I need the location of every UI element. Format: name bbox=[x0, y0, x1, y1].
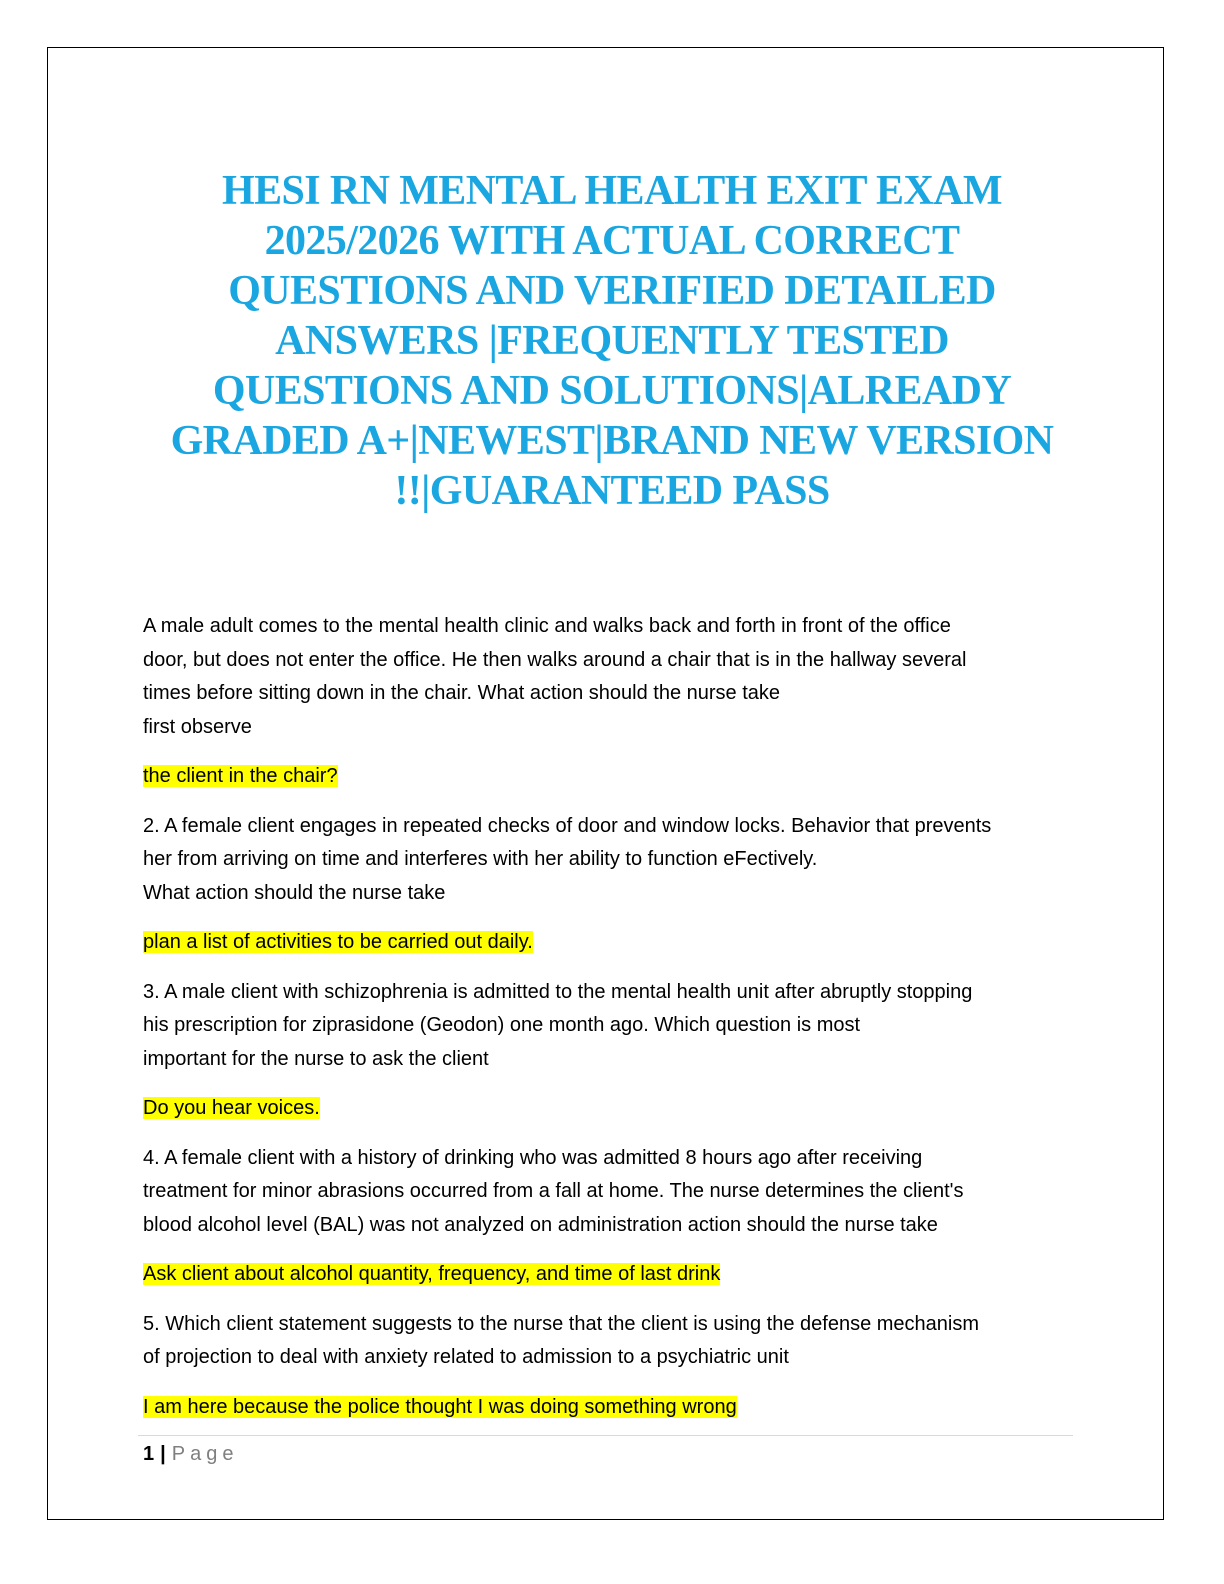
footer-separator: | bbox=[160, 1443, 166, 1465]
qa-item-2 bbox=[143, 810, 1078, 960]
question-text: 4. A female client with a history of drinking who was admitted 8 hours ago after receiving treatment for minor abrasions occurred from a fall at home. The nurse determines the client's blood alcohol level (BAL) was not analyzed on administration action should the nurse take bbox=[143, 1146, 964, 1236]
question-text: 3. A male client with schizophrenia is admitted to the mental health unit after abruptly stopping his prescription for ziprasidone (Geodon) one month ago. Which question is most important for the nurse to ask the client bbox=[143, 980, 973, 1070]
title-line: QUESTIONS AND SOLUTIONS|ALREADY bbox=[212, 368, 1012, 414]
answer-text bbox=[143, 760, 1078, 794]
document-title bbox=[120, 166, 1104, 516]
page-number: 1 bbox=[143, 1443, 155, 1465]
highlighted-answer: Do you hear voices. bbox=[143, 1097, 320, 1119]
title-line: HESI RN MENTAL HEALTH EXIT EXAM bbox=[222, 168, 1002, 214]
title-line: GRADED A+|NEWEST|BRAND NEW VERSION bbox=[170, 418, 1054, 464]
answer-text bbox=[143, 1258, 1078, 1292]
question-text: 5. Which client statement suggests to the nurse that the client is using the defense mechanism of projection to deal with anxiety related to admission to a psychiatric unit bbox=[143, 1312, 980, 1368]
title-line: !!|GUARANTEED PASS bbox=[394, 468, 830, 514]
highlighted-answer: plan a list of activities to be carried out daily. bbox=[143, 931, 533, 953]
qa-item-1 bbox=[143, 610, 1078, 794]
title-line: 2025/2026 WITH ACTUAL CORRECT bbox=[264, 218, 960, 264]
answer-text bbox=[143, 1092, 1078, 1126]
qa-item-4 bbox=[143, 1142, 1078, 1292]
title-line: QUESTIONS AND VERIFIED DETAILED bbox=[228, 268, 996, 314]
footer-divider bbox=[138, 1435, 1073, 1436]
highlighted-answer: Ask client about alcohol quantity, frequency, and time of last drink bbox=[143, 1263, 721, 1285]
highlighted-answer: the client in the chair? bbox=[143, 765, 338, 787]
question-list bbox=[143, 610, 1078, 1440]
qa-item-3 bbox=[143, 976, 1078, 1126]
highlighted-answer: I am here because the police thought I was doing something wrong bbox=[143, 1395, 737, 1418]
page-footer bbox=[143, 1440, 238, 1468]
title-line: ANSWERS |FREQUENTLY TESTED bbox=[275, 318, 949, 364]
question-text: 2. A female client engages in repeated checks of door and window locks. Behavior that prevents her from arriving on time and interferes with her ability to function eFectively. What action should the nurse take bbox=[143, 814, 992, 904]
answer-text bbox=[143, 1391, 1078, 1425]
qa-item-5 bbox=[143, 1308, 1078, 1425]
question-text: A male adult comes to the mental health clinic and walks back and forth in front of the office door, but does not enter the office. He then walks around a chair that is in the hallway several times before sitting down in the chair. What action should the nurse take first observe bbox=[143, 615, 967, 738]
page-label: Page bbox=[171, 1443, 239, 1465]
answer-text bbox=[143, 926, 1078, 960]
